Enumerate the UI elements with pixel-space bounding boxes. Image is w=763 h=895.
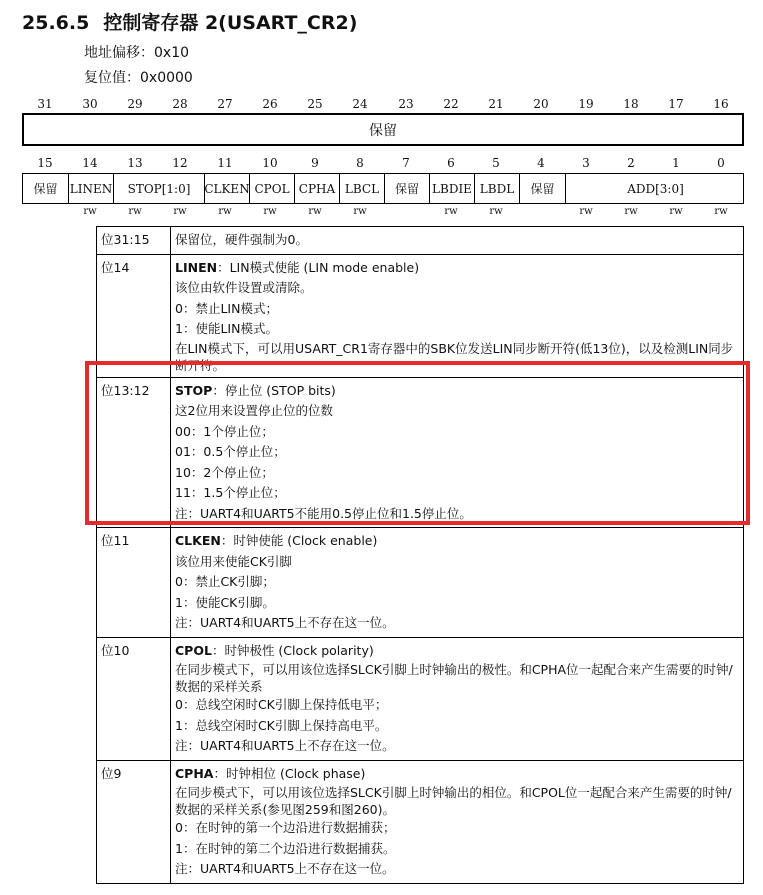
access-rw-label: rw: [624, 206, 638, 217]
bit-number: 1: [672, 156, 680, 170]
description-line: 11：1.5个停止位；: [175, 485, 286, 500]
reset-value: 复位值：0x0000: [84, 70, 193, 86]
section-title: [22, 8, 357, 35]
access-rw-label: rw: [579, 206, 593, 217]
register-field: LBDIE: [429, 174, 474, 203]
bit-description: [171, 254, 744, 377]
bit-number: 10: [262, 156, 278, 170]
description-line: 0：总线空闲时CK引脚上保持低电平；: [175, 697, 388, 712]
bit-description: [171, 528, 744, 638]
bit-description: [171, 227, 744, 255]
bit-number: 23: [398, 97, 414, 111]
description-row: [97, 760, 744, 883]
description-line: 注：UART4和UART5上不存在这一位。: [175, 615, 395, 630]
access-rw-label: rw: [669, 206, 683, 217]
bit-range: 位13:12: [97, 377, 171, 528]
section-title-text: 控制寄存器 2(USART_CR2): [103, 12, 358, 34]
field-title: ：时钟使能 (Clock enable): [220, 533, 378, 548]
register-field: CLKEN: [204, 174, 249, 203]
field-name: LINEN: [175, 259, 218, 275]
description-line: 1：在时钟的第二个边沿进行数据捕获。: [175, 840, 396, 856]
description-line: 这2位用来设置停止位的位数: [175, 403, 333, 418]
field-title: ：时钟极性 (Clock polarity): [211, 642, 374, 658]
bit-number: 19: [578, 97, 594, 111]
bit-description-table: [96, 226, 744, 884]
bit-number: 21: [488, 97, 504, 111]
field-heading: [175, 381, 739, 402]
bit-number: 25: [307, 97, 323, 111]
access-rw-label: rw: [714, 206, 728, 217]
bit-number: 0: [717, 156, 725, 170]
field-name: CPOL: [175, 642, 212, 658]
description-line: 保留位，硬件强制为0。: [175, 232, 308, 247]
bit-number: 26: [262, 97, 278, 111]
bit-range: 位10: [97, 637, 171, 760]
field-title: ：LIN模式使能 (LIN mode enable): [217, 259, 420, 275]
access-rw-label: rw: [489, 206, 503, 217]
description-line: 1：总线空闲时CK引脚上保持高电平。: [175, 717, 388, 733]
description-line: 1：使能CK引脚。: [175, 594, 275, 610]
register-field: LINEN: [68, 174, 113, 203]
description-row: [97, 227, 744, 255]
bit-number: 16: [713, 97, 729, 111]
bit-number: 22: [443, 97, 459, 111]
register-high-half: [22, 113, 744, 146]
field-heading: [175, 258, 739, 279]
register-field: CPHA: [294, 174, 339, 203]
description-line: 1：使能LIN模式。: [175, 321, 278, 336]
description-line: 该位由软件设置或清除。: [175, 280, 313, 295]
bit-description: [171, 377, 744, 528]
description-line: 0：禁止CK引脚；: [175, 574, 275, 589]
description-line: 注：UART4和UART5不能用0.5停止位和1.5停止位。: [175, 505, 472, 521]
register-field: STOP[1:0]: [113, 174, 204, 203]
field-name: STOP: [175, 382, 213, 398]
field-heading: [175, 641, 739, 662]
description-line: 10：2个停止位；: [175, 464, 274, 480]
bit-number: 13: [127, 156, 143, 170]
description-line: 0：在时钟的第一个边沿进行数据捕获；: [175, 820, 396, 835]
bit-number: 2: [627, 156, 635, 170]
access-rw-label: rw: [218, 206, 232, 217]
bit-number: 29: [127, 97, 143, 111]
register-field: CPOL: [249, 174, 294, 203]
bit-number: 30: [82, 97, 98, 111]
bit-number: 4: [537, 156, 545, 170]
access-rw-label: rw: [308, 206, 322, 217]
register-field: LBDL: [474, 174, 519, 203]
field-name: CPHA: [175, 765, 214, 781]
description-line: 注：UART4和UART5上不存在这一位。: [175, 861, 395, 876]
bit-number: 27: [217, 97, 233, 111]
description-line: 注：UART4和UART5上不存在这一位。: [175, 738, 395, 753]
field-title: ：时钟相位 (Clock phase): [213, 765, 366, 781]
bit-number: 31: [37, 97, 53, 111]
register-field: 保留: [519, 174, 565, 203]
description-line: 在LIN模式下，可以用USART_CR1寄存器中的SBK位发送LIN同步断开符(低13位)，以及检测LIN同步断开符。: [175, 340, 734, 373]
register-field: ADD[3:0]: [565, 174, 745, 203]
bit-number: 7: [402, 156, 410, 170]
field-heading: [175, 764, 739, 785]
bit-number: 18: [623, 97, 639, 111]
bit-number: 17: [668, 97, 684, 111]
description-line: 该位用来使能CK引脚: [175, 553, 292, 569]
register-field: LBCL: [339, 174, 384, 203]
address-offset: 地址偏移：0x10: [84, 45, 190, 61]
bit-description: [171, 760, 744, 883]
description-line: 00：1个停止位；: [175, 423, 274, 439]
access-rw-label: rw: [263, 206, 277, 217]
register-low-half: [22, 173, 744, 204]
high-bit-numbers: [22, 97, 744, 113]
bit-range: 位14: [97, 254, 171, 377]
access-rw-label: rw: [353, 206, 367, 217]
description-line: 0：禁止LIN模式；: [175, 300, 278, 316]
reserved-high-field: 保留: [369, 122, 397, 139]
bit-description: [171, 637, 744, 760]
bit-number: 3: [582, 156, 590, 170]
bit-number: 11: [217, 156, 233, 170]
section-number: 25.6.5: [22, 12, 90, 34]
bit-range: 位31:15: [97, 227, 171, 255]
access-rw-label: rw: [173, 206, 187, 217]
register-field: 保留: [384, 174, 429, 203]
bit-number: 15: [37, 156, 53, 170]
register-field: 保留: [33, 182, 58, 196]
description-line: 在同步模式下，可以用该位选择SLCK引脚上时钟输出的极性。和CPHA位一起配合来产生需要的时钟/数据的采样关系: [175, 662, 733, 694]
description-row: [97, 637, 744, 760]
bit-number: 24: [352, 97, 368, 111]
description-row: [97, 528, 744, 638]
bit-number: 28: [172, 97, 188, 111]
bit-number: 5: [492, 156, 500, 170]
bit-number: 8: [356, 156, 364, 170]
description-line: 01：0.5个停止位；: [175, 444, 286, 459]
field-heading: [175, 531, 739, 552]
bit-range: 位9: [97, 760, 171, 883]
description-line: 在同步模式下，可以用该位选择SLCK引脚上时钟输出的相位。和CPOL位一起配合来产生需要的时钟/数据的采样关系(参见图259和图260)。: [175, 785, 732, 817]
bit-range: 位11: [97, 528, 171, 638]
bit-number: 6: [447, 156, 455, 170]
bit-number: 20: [533, 97, 549, 111]
bit-number: 12: [172, 156, 188, 170]
field-name: CLKEN: [175, 533, 221, 548]
bit-number: 9: [311, 156, 319, 170]
description-row: [97, 254, 744, 377]
access-rw-label: rw: [83, 206, 97, 217]
field-title: ：停止位 (STOP bits): [212, 382, 336, 398]
access-rw-label: rw: [444, 206, 458, 217]
access-rw-label: rw: [128, 206, 142, 217]
description-row: [97, 377, 744, 528]
bit-number: 14: [82, 156, 98, 170]
low-bit-numbers: [22, 156, 744, 172]
